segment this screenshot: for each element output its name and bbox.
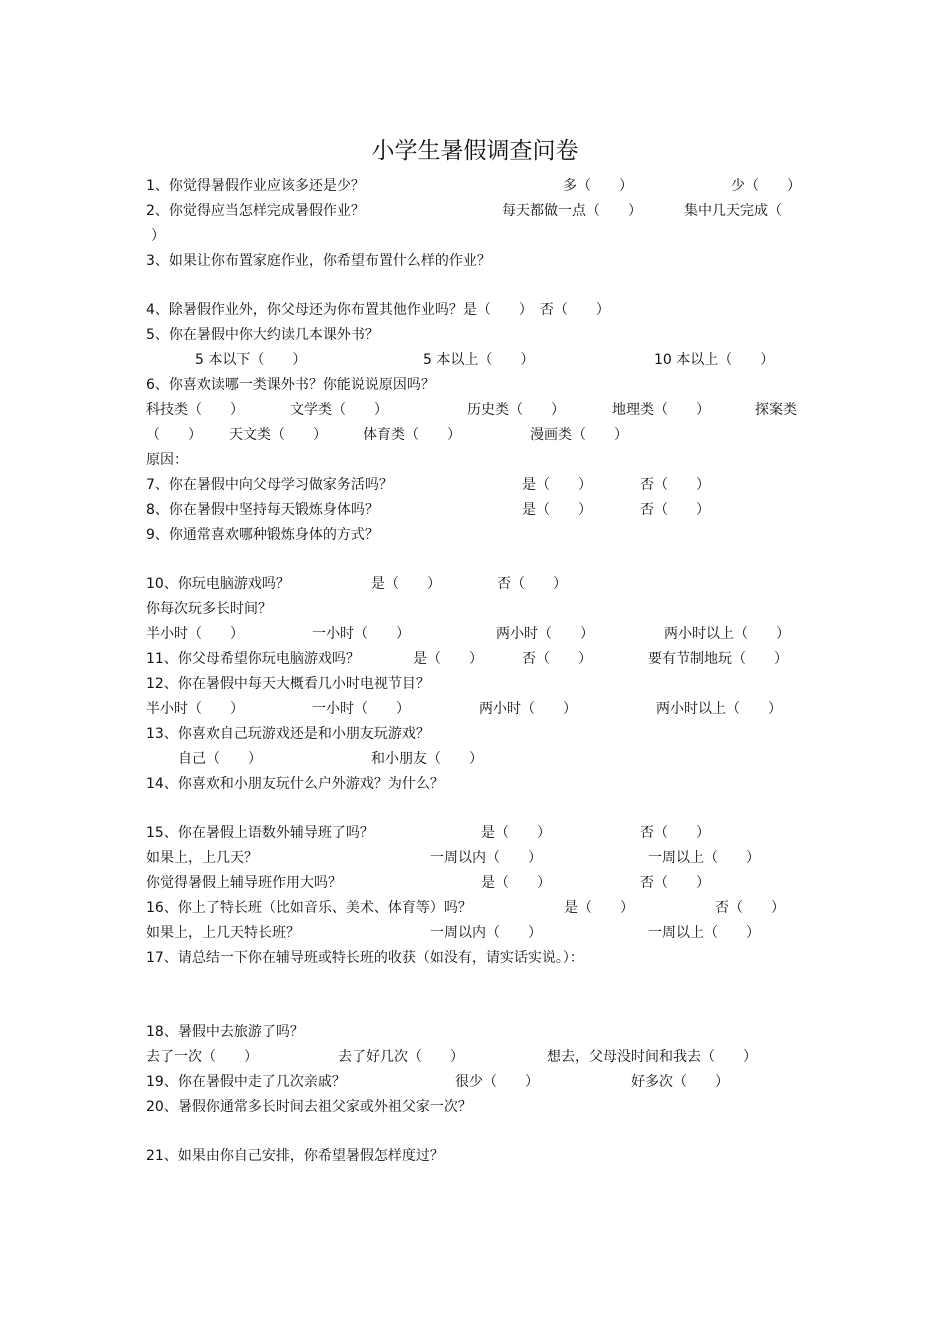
question-text: 历史类（ ） (467, 402, 565, 418)
question-text: 天文类（ ） (229, 427, 327, 443)
question-text: 每天都做一点（ ） (502, 203, 642, 219)
question-text: 15、你在暑假上语数外辅导班了吗？ (146, 825, 374, 841)
question-text: 8、你在暑假中坚持每天锻炼身体吗？ (146, 502, 379, 518)
question-text: 如果上，上几天？ (146, 850, 258, 866)
question-text: 原因： (146, 452, 188, 468)
question-text: 探案类 (755, 402, 797, 418)
question-text: 16、你上了特长班（比如音乐、美术、体育等）吗？ (146, 900, 472, 916)
question-text: 10、你玩电脑游戏吗？ (146, 576, 290, 592)
question-text: 否（ ） (640, 477, 710, 493)
question-text: 14、你喜欢和小朋友玩什么户外游戏？为什么？ (146, 776, 444, 792)
question-text: 9、你通常喜欢哪种锻炼身体的方式？ (146, 527, 379, 543)
question-text: 要有节制地玩（ ） (648, 651, 788, 667)
question-text: 如果上，上几天特长班？ (146, 925, 300, 941)
question-text: 否（ ） (497, 576, 567, 592)
question-text: 一周以内（ ） (430, 850, 542, 866)
question-text: 多（ ） (563, 178, 633, 194)
question-text: 半小时（ ） (146, 626, 244, 642)
question-text: 否（ ） (522, 651, 592, 667)
question-text: 想去，父母没时间和我去（ ） (547, 1049, 757, 1065)
question-text: 地理类（ ） (612, 402, 710, 418)
question-text: 一周以内（ ） (430, 925, 542, 941)
question-text: 是（ ） (481, 875, 551, 891)
question-text: 否（ ） (640, 825, 710, 841)
question-text: 13、你喜欢自己玩游戏还是和小朋友玩游戏？ (146, 726, 430, 742)
question-text: 文学类（ ） (290, 402, 388, 418)
question-text: 4、除暑假作业外，你父母还为你布置其他作业吗？是（ ） 否（ ） (146, 302, 610, 318)
question-text: 是（ ） (564, 900, 634, 916)
question-text: 是（ ） (481, 825, 551, 841)
question-text: 一小时（ ） (312, 701, 410, 717)
question-text: 漫画类（ ） (530, 427, 628, 443)
question-text: 是（ ） (371, 576, 441, 592)
question-text: 少（ ） (731, 178, 801, 194)
question-text: ） (151, 228, 165, 244)
question-text: 3、如果让你布置家庭作业，你希望布置什么样的作业？ (146, 253, 491, 269)
question-text: 集中几天完成（ (684, 203, 782, 219)
question-text: 一周以上（ ） (648, 850, 760, 866)
question-text: 好多次（ ） (631, 1074, 729, 1090)
question-text: 自己（ ） (178, 751, 262, 767)
question-text: 21、如果由你自己安排，你希望暑假怎样度过？ (146, 1148, 444, 1164)
question-text: 5 本以上（ ） (423, 352, 535, 368)
question-text: 6、你喜欢读哪一类课外书？你能说说原因吗？ (146, 377, 435, 393)
question-text: 11、你父母希望你玩电脑游戏吗？ (146, 651, 360, 667)
question-text: 12、你在暑假中每天大概看几小时电视节目？ (146, 676, 430, 692)
question-text: 和小朋友（ ） (371, 751, 483, 767)
question-text: 是（ ） (522, 477, 592, 493)
page-title: 小学生暑假调查问卷 (371, 138, 579, 164)
question-text: 半小时（ ） (146, 701, 244, 717)
question-text: 去了一次（ ） (146, 1049, 258, 1065)
question-text: 你每次玩多长时间？ (146, 601, 272, 617)
question-text: 科技类（ ） (146, 402, 244, 418)
question-text: 19、你在暑假中走了几次亲戚？ (146, 1074, 346, 1090)
question-text: 2、你觉得应当怎样完成暑假作业？ (146, 203, 365, 219)
question-text: 5、你在暑假中你大约读几本课外书？ (146, 327, 379, 343)
question-text: 很少（ ） (455, 1074, 539, 1090)
question-text: 17、请总结一下你在辅导班或特长班的收获（如没有，请实话实说。）： (146, 950, 584, 966)
question-text: 1、你觉得暑假作业应该多还是少？ (146, 178, 365, 194)
question-text: 两小时以上（ ） (656, 701, 782, 717)
question-text: （ ） (146, 427, 202, 443)
question-text: 两小时（ ） (479, 701, 577, 717)
question-text: 7、你在暑假中向父母学习做家务活吗？ (146, 477, 393, 493)
question-text: 是（ ） (413, 651, 483, 667)
question-text: 否（ ） (715, 900, 785, 916)
question-text: 一周以上（ ） (648, 925, 760, 941)
question-text: 5 本以下（ ） (195, 352, 307, 368)
question-text: 一小时（ ） (312, 626, 410, 642)
question-text: 10 本以上（ ） (654, 352, 775, 368)
question-text: 去了好几次（ ） (338, 1049, 464, 1065)
question-text: 你觉得暑假上辅导班作用大吗？ (146, 875, 342, 891)
question-text: 18、暑假中去旅游了吗？ (146, 1024, 304, 1040)
question-text: 否（ ） (640, 875, 710, 891)
question-text: 体育类（ ） (363, 427, 461, 443)
question-text: 否（ ） (640, 502, 710, 518)
question-text: 20、暑假你通常多长时间去祖父家或外祖父家一次？ (146, 1099, 472, 1115)
question-text: 两小时以上（ ） (664, 626, 790, 642)
question-text: 是（ ） (522, 502, 592, 518)
question-text: 两小时（ ） (496, 626, 594, 642)
